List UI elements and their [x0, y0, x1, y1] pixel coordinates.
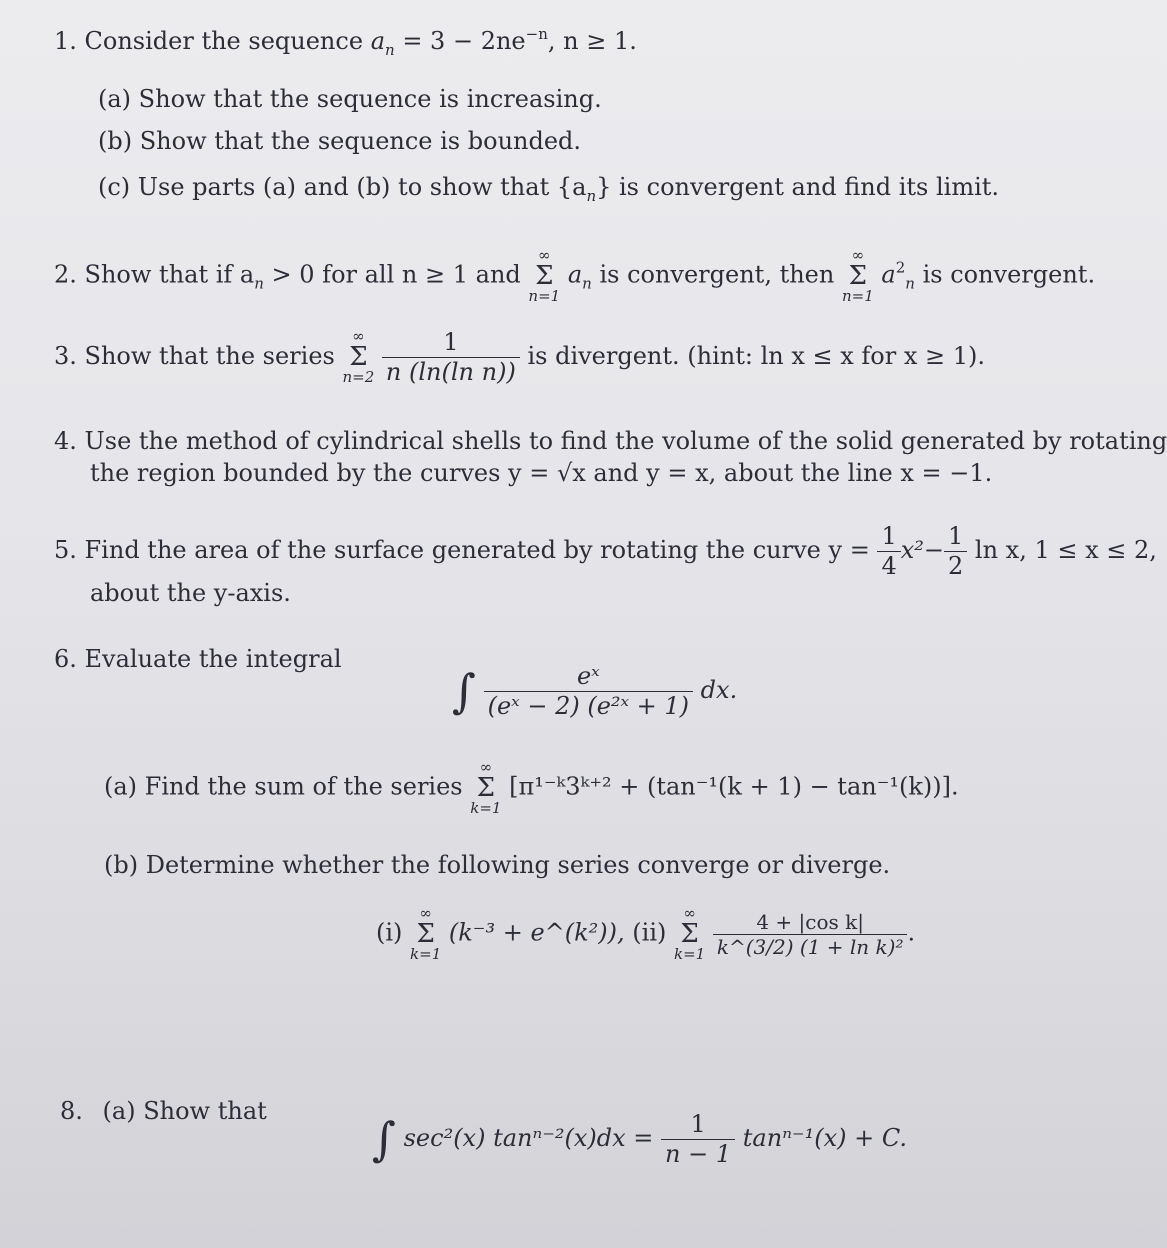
sum-symbol: ∞ Σ k=1	[470, 758, 502, 817]
problem-1b: (b) Show that the sequence is bounded.	[98, 127, 582, 155]
sum-symbol: ∞ Σ k=1	[674, 904, 706, 963]
problem-1a: (a) Show that the sequence is increasing.	[98, 85, 602, 113]
problem-7a: (a) Find the sum of the series ∞ Σ k=1 [π¹⁻ᵏ3ᵏ⁺² + (tan⁻¹(k + 1) − tan⁻¹(k))].	[104, 758, 959, 817]
problem-5-line-1: 5. Find the area of the surface generated by rotating the curve y = $\frac{1}{4}$ x²− $\frac{1}{2}$ ln x, 1 ≤ x ≤ 2,	[54, 522, 1157, 580]
problem-4-line-2: the region bounded by the curves y = √x and y = x, about the line x = −1.	[90, 459, 993, 487]
integral-sign: ∫	[372, 1111, 396, 1166]
sum-symbol: ∞ Σ n=1	[841, 246, 874, 305]
problem-8-identity: ∫ sec²(x) tanⁿ⁻²(x)dx = $\frac{1}{n - 1}$ tanⁿ⁻¹(x) + C.	[372, 1110, 907, 1168]
problem-4-line-1: 4. Use the method of cylindrical shells to find the volume of the solid generated by rotating	[54, 427, 1167, 455]
integral-sign: ∫	[452, 663, 476, 718]
problem-1c: (c) Use parts (a) and (b) to show that $\{a_n\}$ is convergent and find its limit.	[98, 173, 1000, 205]
fraction-one-over-n-minus-one: $\frac{1}{n - 1}$	[661, 1110, 735, 1169]
problem-7b: (b) Determine whether the following series converge or diverge.	[104, 851, 891, 879]
problem-5-line-2: about the y-axis.	[90, 579, 291, 607]
sum-symbol: ∞ Σ n=2	[342, 327, 375, 387]
problem-6-statement: 6. Evaluate the integral	[54, 645, 342, 673]
fraction-half: $\frac{1}{2}$	[944, 522, 967, 581]
sum-symbol: ∞ Σ n=1	[528, 246, 561, 305]
problem-7b-series: (i) ∞ Σ k=1 (k⁻³ + e^(k²)), (ii) ∞ Σ k=1 $\frac{\text{4 + |cos k|}}{\text{k\textasciicircum{}(3/2) (1 + ln k)²}}$ .	[376, 904, 916, 963]
problem-3-statement: 3. Show that the series ∞ Σ n=2 $\frac{1}{\text{n (ln(ln n))}}$ is divergent. (hint: ln x ≤ x for x ≥ 1).	[54, 327, 986, 387]
integrand-fraction: $\frac{\text{eˣ}}{\text{(eˣ − 2) (e²ˣ + 1)}}$	[484, 662, 693, 721]
series-term-fraction: $\frac{1}{\text{n (ln(ln n))}}$	[382, 328, 520, 387]
problem-1-statement: 1. Consider the sequence $a_n = 3 - 2ne^{-n}$, n ≥ 1.	[54, 25, 637, 59]
series-term-fraction: $\frac{\text{4 + |cos k|}}{\text{k\textasciicircum{}(3/2) (1 + ln k)²}}$	[713, 910, 908, 959]
sum-symbol: ∞ Σ k=1	[410, 904, 442, 963]
problem-2-statement: 2. Show that if $a_n > 0$ for all n ≥ 1 and ∞ Σ n=1 $a_n$ is convergent, then ∞ Σ n=1 $a^2_n$ is convergent.	[54, 246, 1096, 305]
fraction-quarter: $\frac{1}{4}$	[877, 522, 900, 581]
problem-8-statement: 8. (a) Show that	[60, 1097, 267, 1125]
problem-6-integral: ∫ $\frac{\text{eˣ}}{\text{(eˣ − 2) (e²ˣ + 1)}}$ dx.	[452, 662, 738, 720]
